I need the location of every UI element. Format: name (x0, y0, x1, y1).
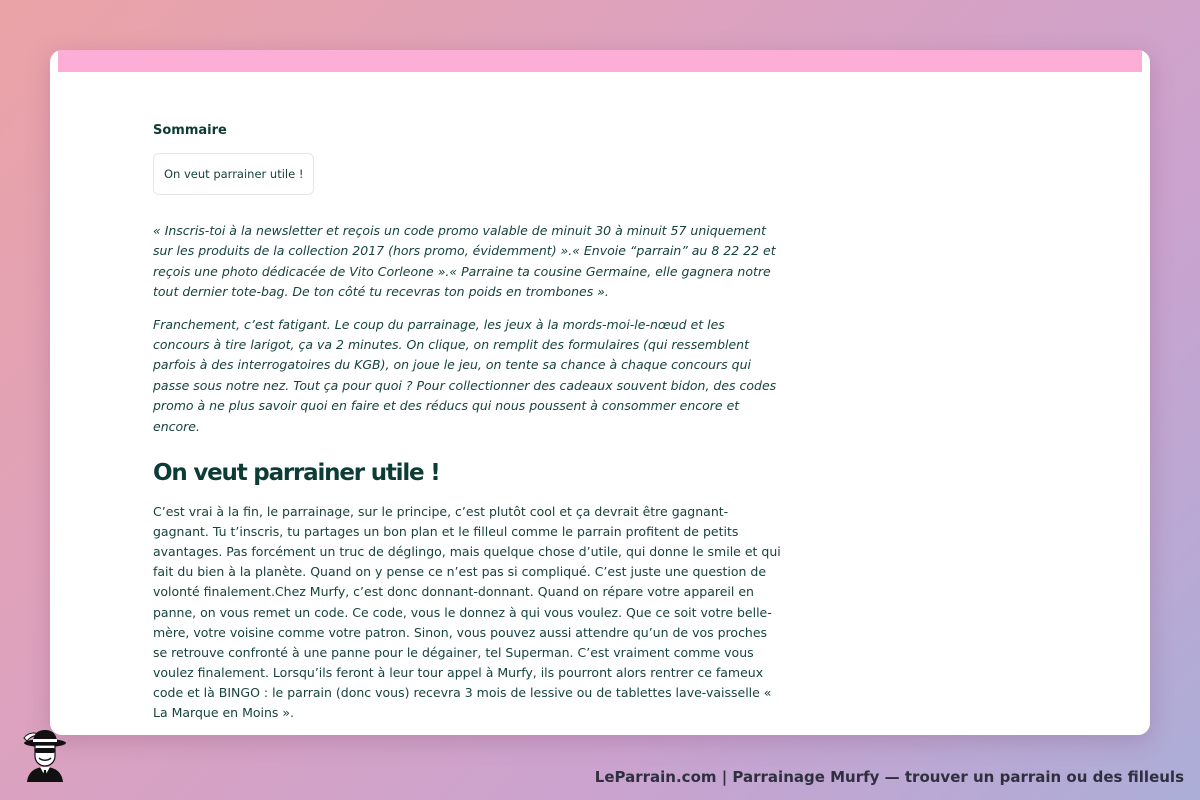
toc-link-on-veut-parrainer-utile[interactable]: On veut parrainer utile ! (153, 153, 314, 195)
detective-mascot-icon (18, 726, 72, 782)
body-paragraph: C’est vrai à la fin, le parrainage, sur le principe, c’est plutôt cool et ça devrait être gagnant-gagnant. Tu t’inscris, tu partages un bon plan et le filleul comme le parrain profitent de petits avantages. Pas forcément un truc de déglingo, mais quelque chose d’utile, qui donne le smile et qui fait du bien à la planète. Quand on y pense ce n’est pas si compliqué. C’est juste une question de volonté finalement.Chez Murfy, c’est donc donnant-donnant. Quand on répare votre appareil en panne, on vous remet un code. Ce code, vous le donnez à qui vous voulez. Que ce soit votre belle-mère, votre voisine comme votre patron. Sinon, vous pouvez aussi attendre qu’un de vos proches se retrouve confronté à une panne pour le dégainer, tel Superman. C’est vraiment comme vous voulez finalement. Lorsqu’ils feront à leur tour appel à Murfy, ils pourront alors rentrer ce fameux code et là BINGO : le parrain (donc vous) recevra 3 mois de lessive ou de tablettes lave-vaisselle « La Marque en Moins ». (153, 504, 781, 720)
article-content (153, 120, 783, 723)
top-accent-bar (58, 50, 1142, 72)
footer-caption: LeParrain.com | Parrainage Murfy — trouver un parrain ou des filleuls (594, 768, 1184, 786)
toc-title: Sommaire (153, 123, 227, 138)
article-card (50, 50, 1150, 735)
intro-paragraph: Franchement, c’est fatigant. Le coup du parrainage, les jeux à la mords-moi-le-nœud et les concours à tire larigot, ça va 2 minutes. On clique, on remplit des formulaires (qui ressemblent parfois à des interrogatoires du KGB), on joue le jeu, on tente sa chance à chaque concours qui passe sous notre nez. Tout ça pour quoi ? Pour collectionner des cadeaux souvent bidon, des codes promo à ne plus savoir quoi en faire et des réducs qui nous poussent à consommer encore et encore. (153, 316, 777, 434)
section-heading: On veut parrainer utile ! (153, 460, 440, 487)
intro-quote: « Inscris-toi à la newsletter et reçois un code promo valable de minuit 30 à minuit 57 uniquement sur les produits de la collection 2017 (hors promo, évidemment) ».« Envoie “parrain” au 8 22 22 et reçois une photo dédicacée de Vito Corleone ».« Parraine ta cousine Germaine, elle gagnera notre tout dernier tote-bag. De ton côté tu recevras ton poids en trombones ». (153, 223, 776, 300)
